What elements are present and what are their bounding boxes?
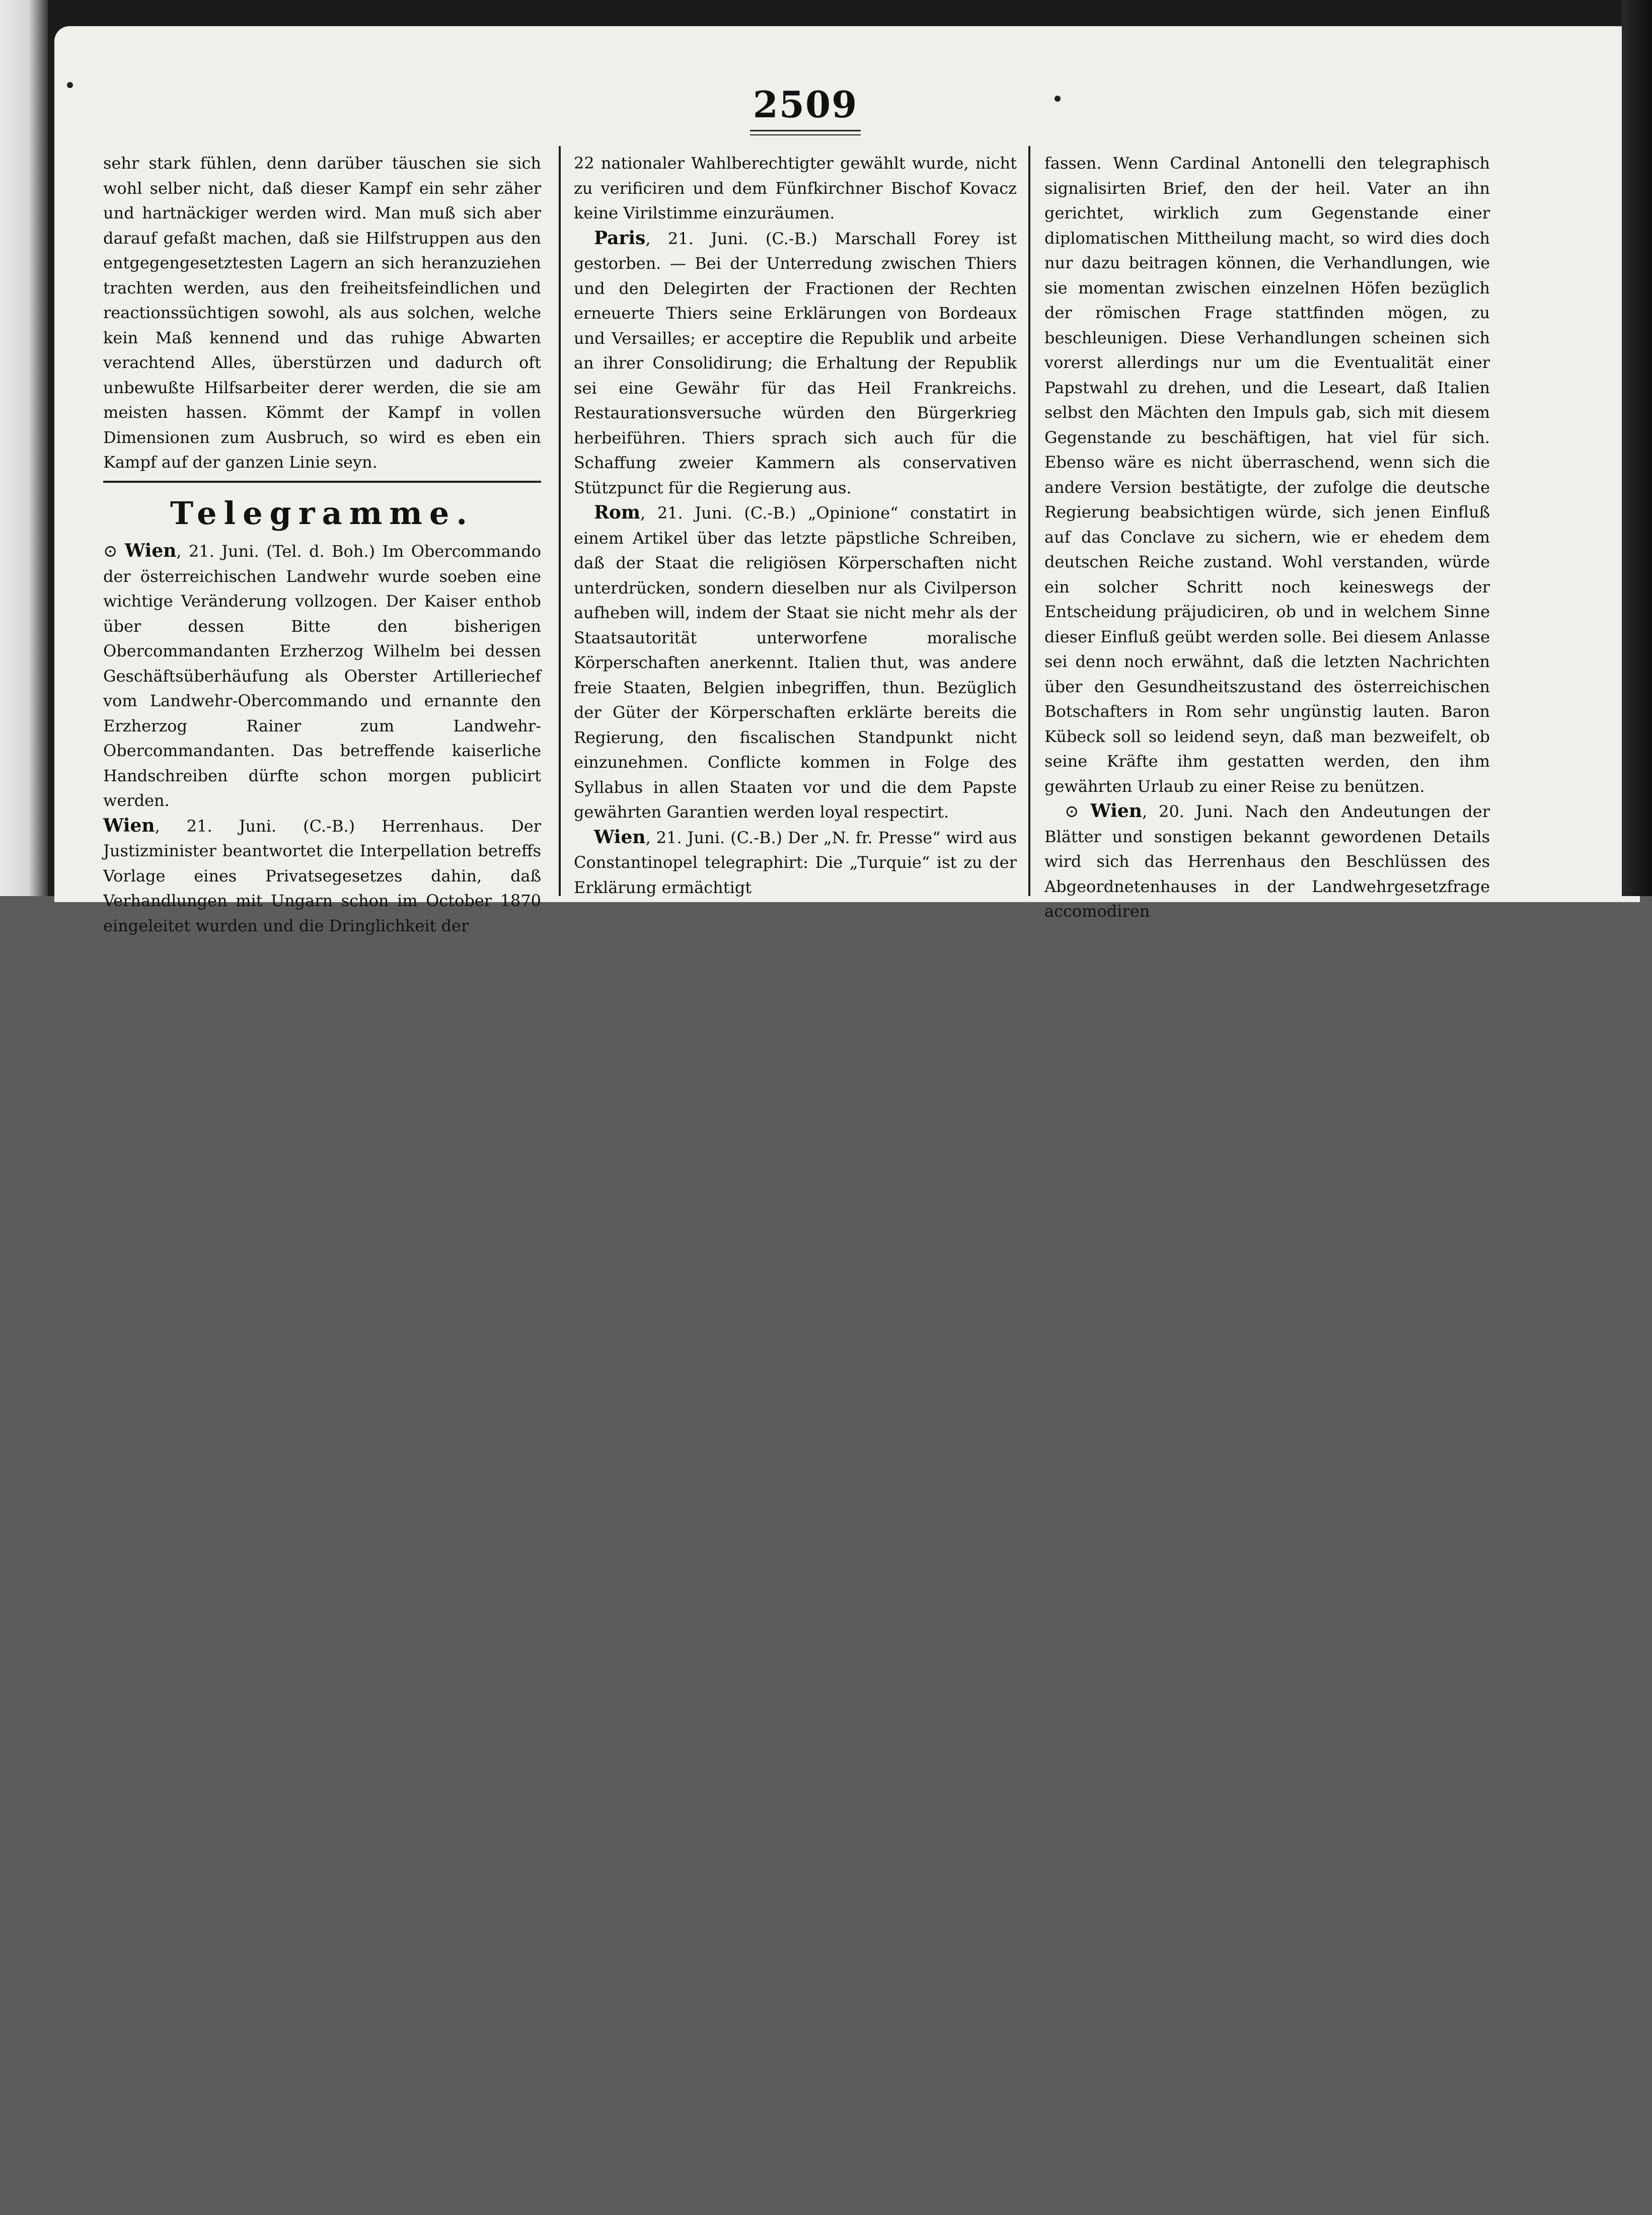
left-column-paragraph: sehr stark fühlen, denn darüber täuschen sie sich wohl selber nicht, daß dieser Kampf ein sehr zäher und hartnäckiger werden wird. Man muß sich aber darauf gefaßt machen, daß sie Hilfstruppen aus den entgegengesetztesten Lagern an sich heranzuziehen trachten werden, aus den freiheitsfeindlichen und reactionssüchtigen sowohl, als aus solchen, welche kein Maß kennend und das ruhige Abwarten verachtend Alles, überstürzen und dadurch oft unbewußte Hilfsarbeiter derer werden, die sie am meisten hassen. Kömmt der Kampf in vollen Dimensionen zum Ausbruch, so wird es eben ein Kampf auf der ganzen Linie seyn. [103,154,541,472]
circle-marker-icon: ⊙ [103,541,118,561]
ink-dot [1055,96,1061,102]
telegram-item [574,226,1017,501]
page-number-underline [750,130,861,135]
dateline-place: Wien [1090,800,1142,822]
page-number: 2509 [753,83,858,126]
telegram-text: , 20. Juni. Nach den Andeutungen der Blätter und sonstigen bekannt gewordenen Details wird sich das Herrenhaus den Beschlüssen des Abgeordnetenhauses in der Landwehrgesetzfrage accomodiren [1044,802,1490,921]
telegram-item [574,825,1017,901]
dateline-place: Wien [103,815,155,836]
telegram-item [103,539,541,814]
circle-marker-icon: ⊙ [1065,801,1079,822]
dateline-place: Wien [594,826,646,848]
telegram-text: , 21. Juni. (C.-B.) Der „N. fr. Presse“ wird aus Constantinopel telegraphirt: Die „Turquie“ ist zu der Erklärung ermächtigt [574,828,1017,897]
telegram-item [1044,799,1490,924]
continuation-text: 22 nationaler Wahlberechtigter gewählt wurde, nicht zu verificiren und dem Fünfkirchner Bischof Kovacz keine Virilstimme einzuräumen. [574,154,1017,223]
ink-dot [67,82,73,88]
column-rule-right [1028,146,1030,896]
middle-column [574,151,1017,896]
telegram-text: , 21. Juni. (C.-B.) Herrenhaus. Der Justizminister beantwortet die Interpellation betreffs Vorlage eines Privatsegesetzes dahin, daß Verhandlungen mit Ungarn schon im October 1870 eingeleitet wurden und die Dringlichkeit der [103,816,541,935]
scanned-page-region [0,0,1652,935]
telegram-text: , 21. Juni. (C.-B.) Marschall Forey ist gestorben. — Bei der Unterredung zwischen Thiers und den Delegirten der Fractionen der Rechten erneuerte Thiers seine Erklärungen von Bordeaux und Versailles; er acceptire die Republik und arbeite an ihrer Consolidirung; die Erhaltung der Republik sei eine Gewähr für das Heil Frankreichs. Restaurationsversuche würden den Bürgerkrieg herbeiführen. Thiers sprach sich auch für die Schaffung zweier Kammern als conservativen Stützpunct für die Regierung aus. [574,229,1017,497]
continuation-text: fassen. Wenn Cardinal Antonelli den telegraphisch signalisirten Brief, den der heil. Vater an ihn gerichtet, wirklich zum Gegenstande einer diplomatischen Mittheilung macht, so wird dies doch nur dazu beitragen können, die Verhandlungen, wie sie momentan zwischen einzelnen Höfen bezüglich der römischen Frage stattfinden mögen, zu beschleunigen. Diese Verhandlungen scheinen sich vorerst allerdings nur um die Eventualität einer Papstwahl zu drehen, und die Leseart, daß Italien selbst den Mächten den Impuls gab, sich mit diesem Gegenstande zu beschäftigen, hat viel für sich. Ebenso wäre es nicht überraschend, wenn sich die andere Version bestätigte, der zufolge die deutsche Regierung beabsichtigen würde, sich jenen Einfluß auf das Conclave zu sichern, wie er ehedem dem deutschen Reiche zustand. Wohl verstanden, würde ein solcher Schritt noch keineswegs der Entscheidung präjudiciren, ob und in welchem Sinne dieser Einfluß geübt werden solle. Bei diesem Anlasse sei denn noch erwähnt, daß die letzten Nachrichten über den Gesundheitszustand des österreichischen Botschafters in Rom sehr ungünstig lauten. Baron Kübeck soll so leidend seyn, daß man bezweifelt, ob seine Kräfte ihm gestatten werden, den ihm gewährten Urlaub zu einer Reise zu benützen. [1044,154,1490,796]
telegram-item [574,500,1017,825]
telegram-text: , 21. Juni. (Tel. d. Boh.) Im Obercommando der österreichischen Landwehr wurde soeben eine wichtige Veränderung vollzogen. Der Kaiser enthob über dessen Bitte den bisherigen Obercommandanten Erzherzog Wilhelm bei dessen Geschäftsüberhäufung als Oberster Artilleriechef vom Landwehr-Obercommando und ernannte den Erzherzog Rainer zum Landwehr-Obercommandanten. Das betreffende kaiserliche Handschreiben dürfte schon morgen publicirt werden. [103,542,542,810]
column-rule-left [559,146,561,896]
right-binding-shadow [1622,0,1652,896]
left-column-telegrams [103,539,542,935]
telegram-item [103,814,541,939]
section-rule [103,481,541,483]
left-column [103,151,541,478]
dateline-place: Wien [124,540,177,561]
telegram-text: , 21. Juni. (C.-B.) „Opinione“ constatirt in einem Artikel über das letzte päpstliche Schreiben, daß der Staat die religiösen Körperschaften nicht unterdrücken, sondern dieselben nur als Civilperson aufheben will, indem der Staat sie nicht mehr als der Staatsautorität unterworfene moralische Körperschaften anerkennt. Italien thut, was andere freie Staaten, Belgien inbegriffen, thun. Bezüglich der Güter der Körperschaften erklärte bereits die Regierung, den fiscalischen Standpunkt nicht einzunehmen. Conflicte kommen in Folge des Syllabus in allen Staaten vor und die dem Papste gewährten Garantien werden loyal respectirt. [574,503,1017,822]
section-heading: Telegramme. [170,495,474,532]
dateline-place: Rom [594,502,641,523]
dateline-place: Paris [594,227,646,249]
right-column [1044,151,1490,921]
left-page-edge [0,0,48,896]
